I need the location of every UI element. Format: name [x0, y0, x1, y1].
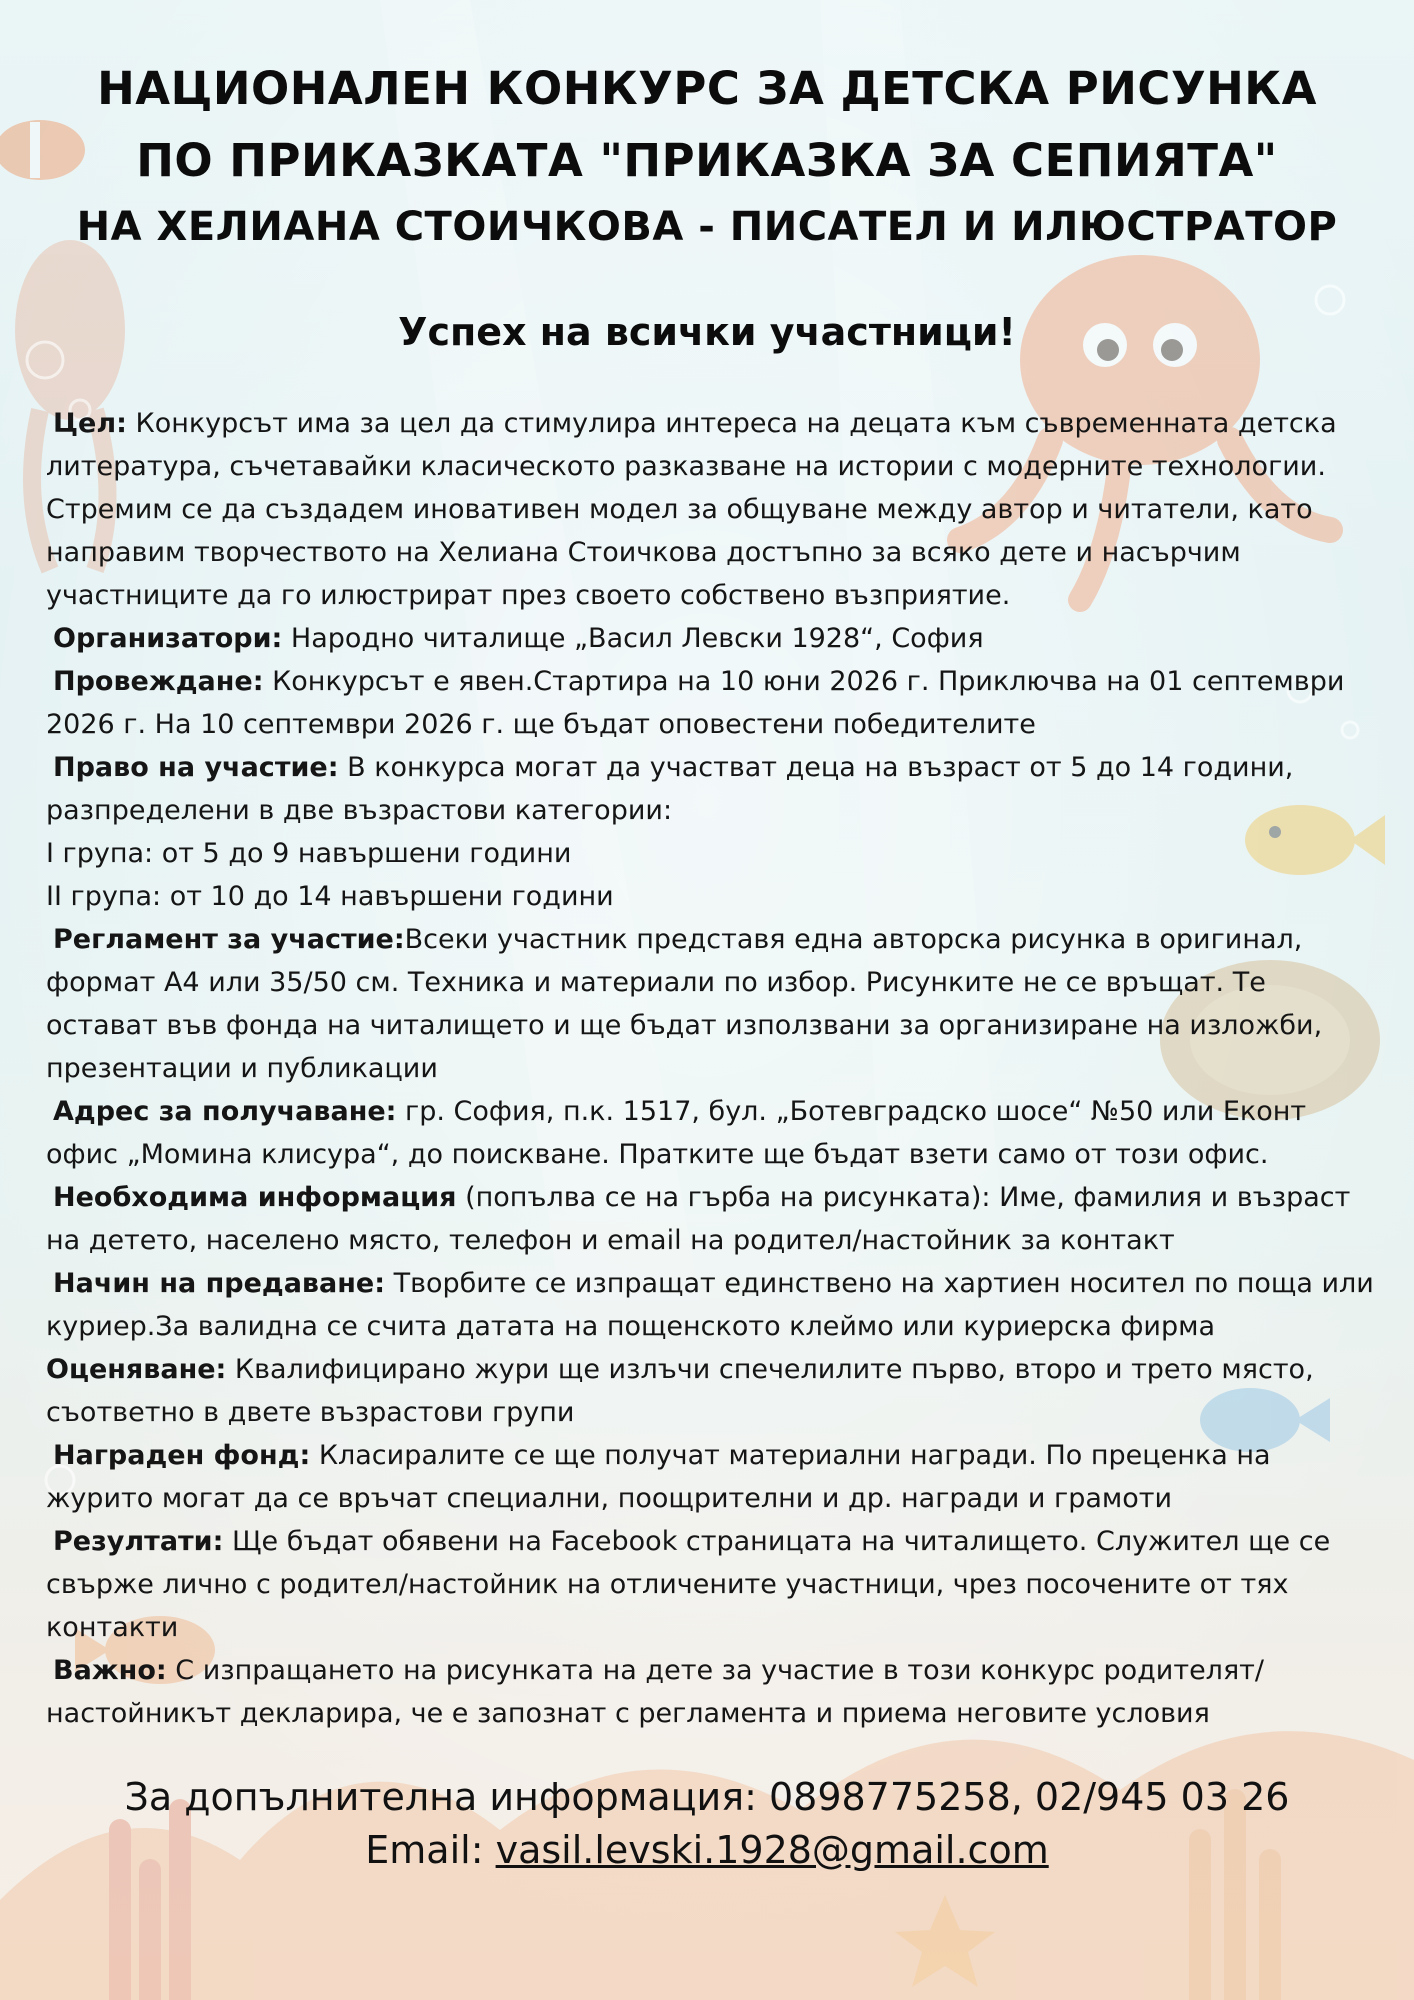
prizes-text: Класиралите се ще получат материални награди. По преценка на журито могат да се връчат специални, поощрителни и др. награди и грамоти [46, 1440, 1271, 1514]
address-label: Адрес за получаване: [53, 1096, 397, 1127]
group-2: II група: от 10 до 14 навършени години [46, 881, 614, 912]
conduct-label: Провеждане: [53, 666, 264, 697]
important-paragraph [46, 1649, 1376, 1735]
goal-label: Цел: [53, 408, 127, 439]
important-text: С изпращането на рисунката на дете за участие в този конкурс родителят/ настойникът декларира, че е запознат с регламента и приема неговите условия [46, 1655, 1265, 1729]
results-paragraph [46, 1520, 1376, 1649]
info-label: Необходима информация [53, 1182, 457, 1213]
results-text: Ще бъдат обявени на Facebook страницата на читалището. Служител ще се свърже лично с родител/настойник на отличените участници, чрез посочените от тях контакти [46, 1526, 1331, 1643]
conduct-text: Конкурсът е явен.Стартира на 10 юни 2026 г. Приключва на 01 септември 2026 г. На 10 септември 2026 г. ще бъдат оповестени победителите [46, 666, 1345, 740]
prizes-paragraph [46, 1434, 1376, 1520]
prizes-label: Награден фонд: [53, 1440, 311, 1471]
results-label: Резултати: [53, 1526, 224, 1557]
contact-line: За допълнителна информация: 0898775258, 02/945 03 26 [124, 1775, 1290, 1819]
delivery-label: Начин на предаване: [53, 1268, 385, 1299]
rules-body [46, 402, 1376, 1735]
rules-label: Регламент за участие: [53, 924, 405, 955]
organizers-text: Народно читалище „Васил Левски 1928“, София [282, 623, 984, 654]
rules-text: Всеки участник представя една авторска рисунка в оригинал, формат А4 или 35/50 см. Техника и материали по избор. Рисунките не се връщат. Те остават във фонда на читалището и ще бъдат използвани за организиране на изложби, презентации и публикации [46, 924, 1323, 1084]
organizers-label: Организатори: [53, 623, 283, 654]
title-line-2: ПО ПРИКАЗКАТА "ПРИКАЗКА ЗА СЕПИЯТА" [136, 134, 1278, 187]
subtitle: Успех на всички участници! [398, 310, 1016, 354]
evaluation-text: Квалифицирано жури ще излъчи спечелилите първо, второ и трето място, съответно в двете възрастови групи [46, 1354, 1314, 1428]
title-line-1: НАЦИОНАЛЕН КОНКУРС ЗА ДЕТСКА РИСУНКА [97, 62, 1317, 115]
goal-text: Конкурсът има за цел да стимулира интереса на децата към съвременната детска литература, съчетавайки класическото разказване на истории с модерните технологии. Стремим се да създадем иновативен модел за общуване между автор и читатели, като направим творчеството на Хелиана Стоичкова достъпно за всяко дете и насърчим участниците да го илюстрират през своето собствено възприятие. [46, 408, 1337, 611]
organizers-paragraph [46, 617, 1376, 660]
info-paragraph [46, 1176, 1376, 1262]
eligibility-text: В конкурса могат да участват деца на възраст от 5 до 14 години, разпределени в две възрастови категории: [46, 752, 1294, 826]
conduct-paragraph [46, 660, 1376, 746]
group-1: I група: от 5 до 9 навършени години [46, 838, 572, 869]
delivery-paragraph [46, 1262, 1376, 1348]
title-line-3: НА ХЕЛИАНА СТОИЧКОВА - ПИСАТЕЛ И ИЛЮСТРАТОР [76, 204, 1338, 250]
info-text: (попълва се на гърба на рисунката): Име, фамилия и възраст на детето, населено място, телефон и email на родител/настойник за контакт [46, 1182, 1351, 1256]
email-line [0, 1828, 1414, 1872]
evaluation-label: Оценяване: [46, 1354, 227, 1385]
email-link[interactable]: vasil.levski.1928@gmail.com [495, 1828, 1049, 1872]
evaluation-paragraph [46, 1348, 1376, 1434]
address-text: гр. София, п.к. 1517, бул. „Ботевградско шосе“ №50 или Еконт офис „Момина клисура“, до поискване. Пратките ще бъдат взети само от този офис. [46, 1096, 1307, 1170]
eligibility-label: Право на участие: [53, 752, 339, 783]
goal-paragraph [46, 402, 1376, 617]
eligibility-paragraph [46, 746, 1376, 832]
address-paragraph [46, 1090, 1376, 1176]
email-label: Email: [365, 1828, 496, 1872]
rules-paragraph [46, 918, 1376, 1090]
important-label: Важно: [53, 1655, 167, 1686]
delivery-text: Творбите се изпращат единствено на хартиен носител по поща или куриер.За валидна се счита датата на пощенското клеймо или куриерска фирма [46, 1268, 1374, 1342]
